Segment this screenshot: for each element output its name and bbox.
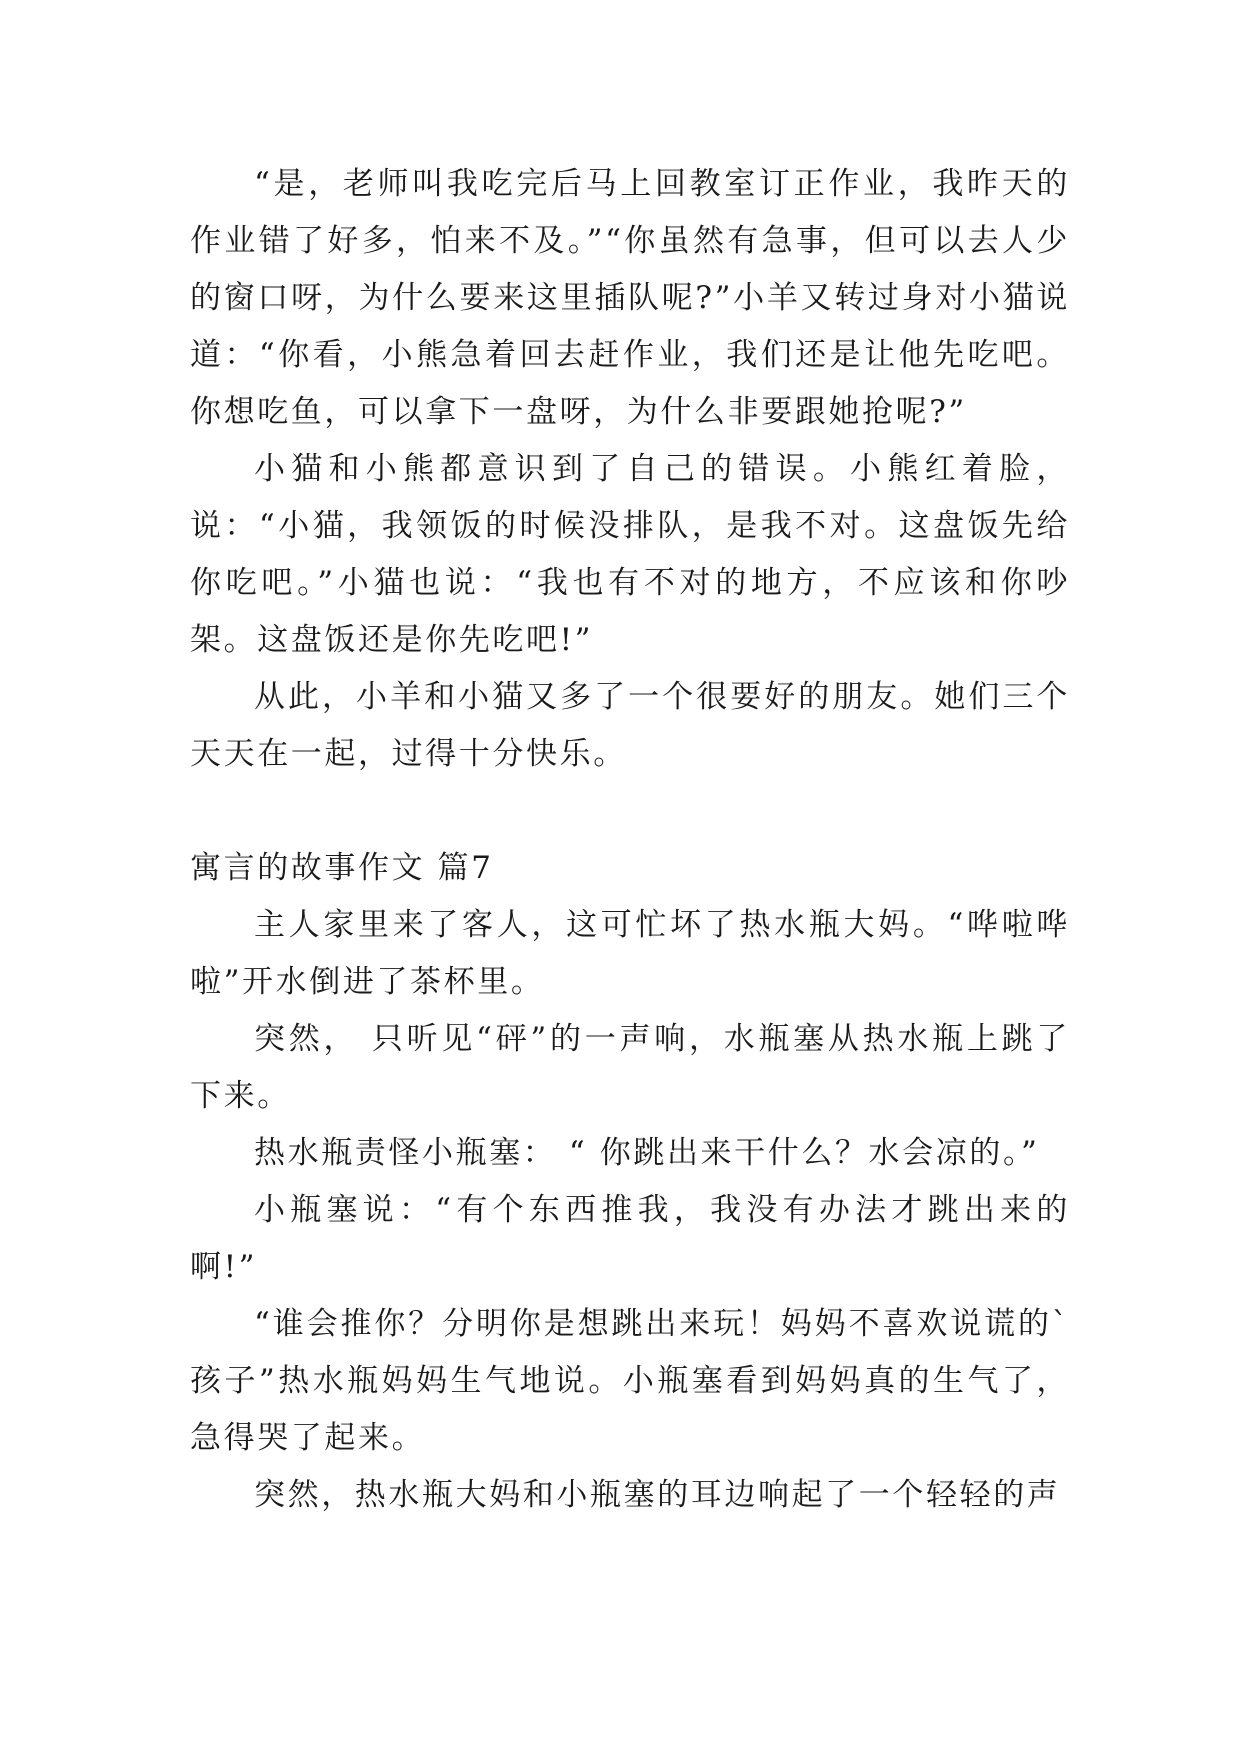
paragraph: 突然，热水瓶大妈和小瓶塞的耳边响起了一个轻轻的声: [254, 1477, 1061, 1513]
document-body: [190, 156, 1070, 1524]
paragraph: 突然， 只听见“砰”的一声响，水瓶塞从热水瓶上跳了下来。: [190, 1021, 1070, 1114]
paragraph: “是，老师叫我吃完后马上回教室订正作业，我昨天的作业错了好多，怕来不及。”“你虽然有急事，但可以去人少的窗口呀，为什么要来这里插队呢?”小羊又转过身对小猫说道：“你看，小熊急着回去赶作业，我们还是让他先吃吧。你想吃鱼，可以拿下一盘呀，为什么非要跟她抢呢?”: [190, 166, 1070, 430]
paragraph: 主人家里来了客人，这可忙坏了热水瓶大妈。“哗啦哗啦”开水倒进了茶杯里。: [190, 907, 1070, 1000]
blank-line: [190, 783, 1070, 840]
paragraph: “谁会推你？分明你是想跳出来玩！妈妈不喜欢说谎的`孩子”热水瓶妈妈生气地说。小瓶塞看到妈妈真的生气了，急得哭了起来。: [190, 1306, 1070, 1456]
section-heading: 寓言的故事作文 篇7: [190, 850, 494, 886]
paragraph: 热水瓶责怪小瓶塞： “ 你跳出来干什么？水会凉的。”: [254, 1135, 1040, 1171]
paragraph: 小瓶塞说：“有个东西推我，我没有办法才跳出来的啊!”: [190, 1192, 1070, 1285]
paragraph: 小猫和小熊都意识到了自己的错误。小熊红着脸，说：“小猫，我领饭的时候没排队，是我不对。这盘饭先给你吃吧。”小猫也说：“我也有不对的地方，不应该和你吵架。这盘饭还是你先吃吧!”: [190, 451, 1070, 658]
paragraph: 从此，小羊和小猫又多了一个很要好的朋友。她们三个天天在一起，过得十分快乐。: [190, 679, 1070, 772]
